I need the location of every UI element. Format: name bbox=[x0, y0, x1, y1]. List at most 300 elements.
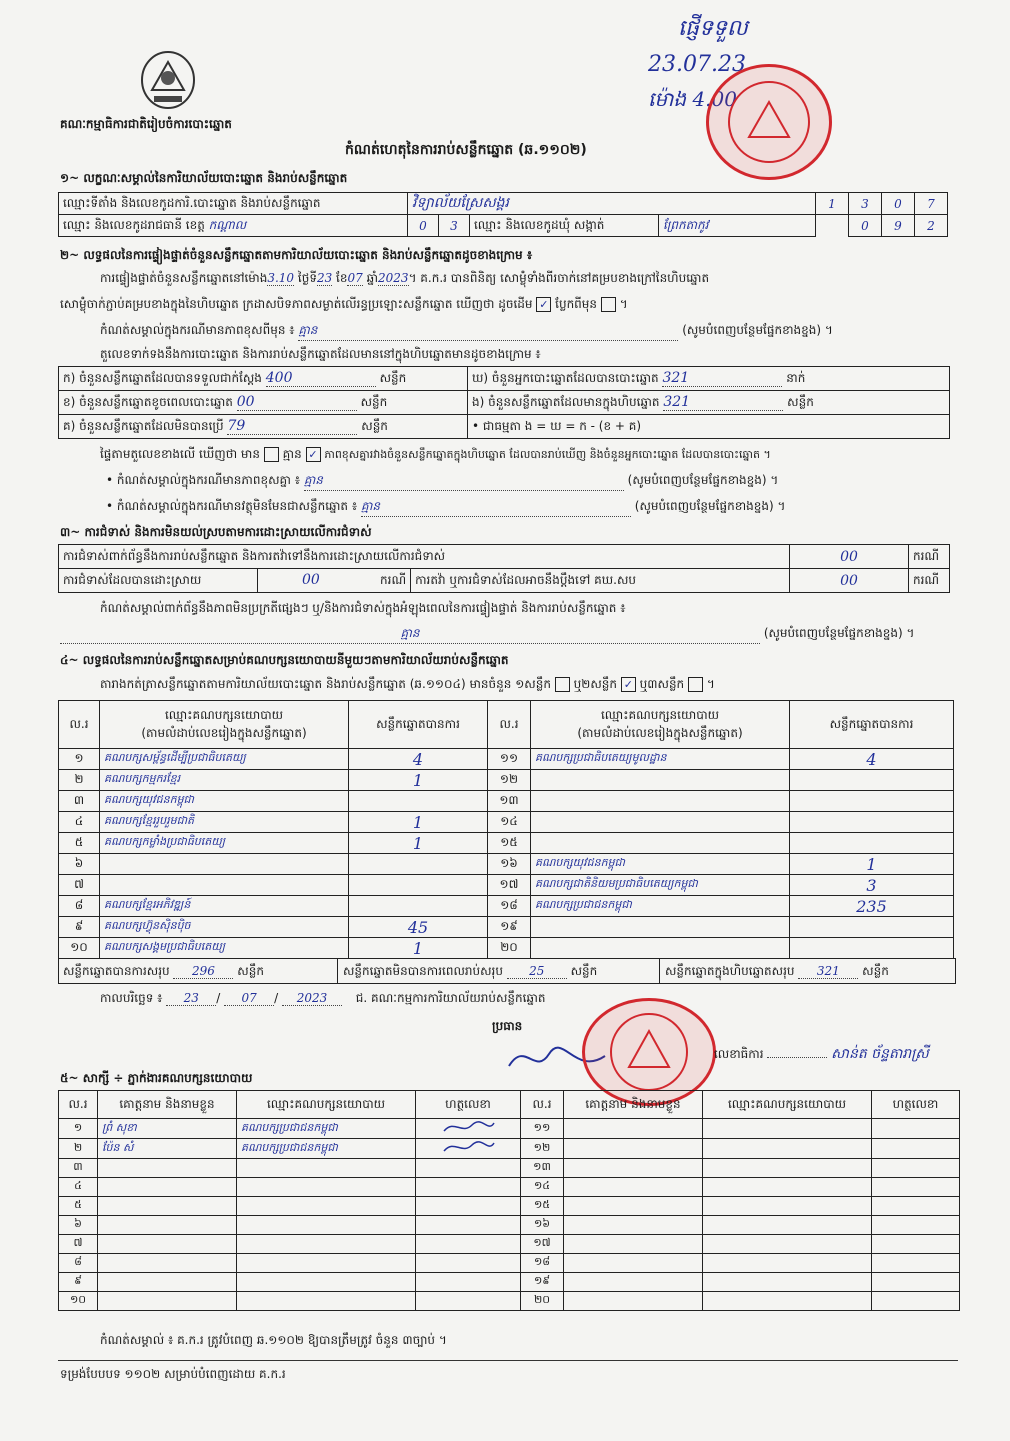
witness-no: ១ bbox=[59, 1119, 98, 1139]
result-no: ៨ bbox=[59, 896, 100, 917]
unused-unit: សន្លឹក bbox=[361, 418, 388, 433]
location-code-1: 1 bbox=[816, 193, 849, 215]
discrepancy-text-a: ផ្ទៃតាមតួលេខខាងលើ ឃើញថា មាន bbox=[100, 447, 260, 461]
sheet-count-line: តារាងកត់ត្រាសន្លឹកឆ្នោតតាមការិយាល័យបោះឆ្នោត និងរាប់សន្លឹកឆ្នោត (ឆ.១១០៤) មានចំនួន ១សន្លឹក ឬ២សន្លឹក ✓ ឬ៣សន្លឹក ។ bbox=[100, 677, 715, 691]
table-row bbox=[59, 875, 954, 896]
result-no: ១ bbox=[59, 749, 100, 770]
voters-value: 321 bbox=[662, 370, 782, 387]
commune-value: ព្រែកតាកូវ bbox=[659, 215, 816, 237]
witness-signature bbox=[416, 1197, 521, 1216]
table-row bbox=[59, 1197, 960, 1216]
witness-signature bbox=[872, 1139, 960, 1159]
witness-party: គណបក្សប្រជាជនកម្ពុជា bbox=[237, 1139, 416, 1159]
witness-party bbox=[237, 1273, 416, 1292]
objection-value: 00 bbox=[790, 545, 909, 569]
unused-label: គ) ចំនួនសន្លឹកឆ្នោតដែលមិនបានប្រើ bbox=[63, 418, 224, 433]
witness-name bbox=[98, 1235, 237, 1254]
result-party bbox=[531, 917, 790, 938]
difference-note-suffix: (សូមបំពេញបន្ថែមផ្នែកខាងខ្នង) ។ bbox=[682, 323, 833, 337]
witness-name bbox=[564, 1119, 703, 1139]
result-votes: 1 bbox=[790, 854, 954, 875]
witness-no: ១៣ bbox=[521, 1159, 564, 1178]
result-party: គណបក្សកម្មករខ្មែរ bbox=[100, 770, 349, 791]
province-value: កណ្ដាល bbox=[208, 217, 247, 232]
resolved-value-cell bbox=[258, 569, 411, 593]
results-header-votes-2: សន្លឹកឆ្នោតបានការ bbox=[790, 701, 954, 749]
secretary-line bbox=[714, 1044, 929, 1065]
witness-name bbox=[564, 1139, 703, 1159]
total-valid-unit: សន្លឹក bbox=[237, 964, 264, 978]
witness-signature bbox=[416, 1178, 521, 1197]
witness-no: ១២ bbox=[521, 1139, 564, 1159]
result-votes bbox=[349, 854, 488, 875]
secretary-name: សាន់ត ច័ន្ទតារាស្រី bbox=[831, 1046, 929, 1062]
witness-signature bbox=[416, 1273, 521, 1292]
result-party bbox=[100, 875, 349, 896]
result-party bbox=[531, 938, 790, 959]
witness-header-name-2: គោត្តនាម និងនាមខ្លួន bbox=[564, 1091, 703, 1119]
witness-name bbox=[98, 1273, 237, 1292]
result-votes bbox=[790, 791, 954, 812]
witness-no: ១៨ bbox=[521, 1254, 564, 1273]
witness-no: ៩ bbox=[59, 1273, 98, 1292]
witness-party bbox=[703, 1159, 872, 1178]
three-sheet-checkbox[interactable] bbox=[688, 677, 703, 692]
bullet1-value: គ្មាន bbox=[304, 472, 624, 491]
spoiled-label: ខ) ចំនួនសន្លឹកឆ្នោតខូចពេលបោះឆ្នោត bbox=[63, 394, 233, 409]
date-year: 2023 bbox=[282, 991, 342, 1006]
witness-name bbox=[564, 1235, 703, 1254]
witness-name bbox=[564, 1254, 703, 1273]
month-label: ខែ bbox=[336, 271, 348, 285]
province-label-text: ឈ្មោះ និងលេខកូដរាជធានី ខេត្ត bbox=[63, 217, 205, 232]
result-party: គណបក្សប្រជាជនកម្ពុជា bbox=[531, 896, 790, 917]
voters-label: ឃ) ចំនួនអ្នកបោះឆ្នោតដែលបានបោះឆ្នោត bbox=[472, 370, 659, 385]
province-label bbox=[59, 215, 408, 237]
spacer bbox=[816, 215, 849, 237]
diff-checkbox[interactable] bbox=[601, 297, 616, 312]
witness-party: គណបក្សប្រជាជនកម្ពុជា bbox=[237, 1119, 416, 1139]
result-votes: 4 bbox=[349, 749, 488, 770]
result-party bbox=[531, 791, 790, 812]
counts-intro: តួលេខទាក់ទងនឹងការបោះឆ្នោត និងការរាប់សន្លឹកឆ្នោតដែលមាននៅក្នុងហិបឆ្នោតមានដូចខាងក្រោម ៖ bbox=[100, 347, 541, 361]
objection-unit: ករណី bbox=[909, 545, 950, 569]
bullet1-line bbox=[106, 472, 950, 491]
result-no: ១០ bbox=[59, 938, 100, 959]
table-row bbox=[59, 917, 954, 938]
page-title: កំណត់ហេតុនៃការរាប់សន្លឹកឆ្នោត (ឆ.១១០២) bbox=[345, 142, 587, 158]
received-date: 23.07.23 bbox=[648, 52, 746, 77]
totals-row bbox=[58, 958, 956, 984]
witness-header-name: គោត្តនាម និងនាមខ្លួន bbox=[98, 1091, 237, 1119]
witness-no: ១៧ bbox=[521, 1235, 564, 1254]
result-no: ១៦ bbox=[488, 854, 531, 875]
result-party bbox=[531, 812, 790, 833]
result-party: គណបក្សហ៊្វុនស៊ិនប៉ិច bbox=[100, 917, 349, 938]
witness-party bbox=[237, 1292, 416, 1311]
witness-note: កំណត់សម្គាល់ ៖ គ.ក.រ ត្រូវបំពេញ ឆ.១១០២ ឱ្យបានត្រឹមត្រូវ ចំនួន ៣ច្បាប់ ។ bbox=[100, 1333, 447, 1347]
result-no: ១២ bbox=[488, 770, 531, 791]
commune-code-1: 0 bbox=[849, 215, 882, 237]
objection-label: ការជំទាស់ពាក់ព័ន្ធនឹងការរាប់សន្លឹកឆ្នោត និងការតវ៉ាទៅនឹងការដោះស្រាយលើការជំទាស់ bbox=[59, 545, 790, 569]
verification-time: 3.10 bbox=[267, 271, 295, 285]
result-party: គណបក្សខ្មែររួបរួមជាតិ bbox=[100, 812, 349, 833]
day-label: ថ្ងៃទី bbox=[297, 271, 317, 285]
total-valid bbox=[63, 963, 264, 981]
witness-name bbox=[98, 1159, 237, 1178]
result-no: ២ bbox=[59, 770, 100, 791]
results-header-party-2 bbox=[531, 701, 790, 749]
appeal-value: 00 bbox=[790, 569, 909, 593]
verification-year: 2023 bbox=[378, 271, 409, 285]
witness-signature bbox=[416, 1216, 521, 1235]
table-row bbox=[59, 791, 954, 812]
footer-divider bbox=[58, 1360, 958, 1361]
resolved-label: ការជំទាស់ដែលបានដោះស្រាយ bbox=[59, 569, 258, 593]
witness-signature bbox=[872, 1273, 960, 1292]
witness-party bbox=[703, 1292, 872, 1311]
table-row bbox=[59, 1159, 960, 1178]
witness-party bbox=[703, 1254, 872, 1273]
date-label: កាលបរិច្ឆេទ ៖ bbox=[100, 991, 163, 1005]
section5-heading: ៥~ សាក្សី ÷ ភ្នាក់ងារគណបក្សនយោបាយ bbox=[60, 1071, 253, 1085]
total-box-value: 321 bbox=[798, 964, 858, 979]
results-header-votes: សន្លឹកឆ្នោតបានការ bbox=[349, 701, 488, 749]
result-no: ១៥ bbox=[488, 833, 531, 854]
witness-name bbox=[564, 1159, 703, 1178]
table-row bbox=[59, 854, 954, 875]
witness-party bbox=[237, 1197, 416, 1216]
witness-table bbox=[58, 1090, 960, 1311]
table-row bbox=[59, 1216, 960, 1235]
received-count-cell bbox=[59, 367, 468, 391]
result-party: គណបក្សយុវជនកម្ពុជា bbox=[531, 854, 790, 875]
province-code-1: 0 bbox=[408, 215, 439, 237]
witness-no: ១៤ bbox=[521, 1178, 564, 1197]
difference-note-label: កំណត់សម្គាល់ក្នុងករណីមានភាពខុសពីមុន ៖ bbox=[100, 323, 295, 337]
total-valid-value: 296 bbox=[173, 964, 233, 979]
result-votes bbox=[790, 812, 954, 833]
table-row bbox=[59, 1235, 960, 1254]
witness-party bbox=[237, 1254, 416, 1273]
verification-month: 07 bbox=[347, 271, 363, 285]
location-code-3: 0 bbox=[882, 193, 915, 215]
box-label: ង) ចំនួនសន្លឹកឆ្នោតដែលមានក្នុងហិបឆ្នោត bbox=[472, 394, 660, 409]
seal-text: សោម៉្លុំចាក់ភ្ជាប់គម្របខាងក្នុងនៃហិបឆ្នោត ក្រដាសបិទភាពសម្ងាត់លើរន្ធប្រឡោះសន្លឹកឆ្នោត ឃើញថា bbox=[60, 297, 495, 311]
result-votes: 1 bbox=[349, 770, 488, 791]
sheet-count-text: តារាងកត់ត្រាសន្លឹកឆ្នោតតាមការិយាល័យបោះឆ្នោត និងរាប់សន្លឹកឆ្នោត (ឆ.១១០៤) មានចំនួន ១សន្លឹក bbox=[100, 677, 551, 691]
commune-code-3: 2 bbox=[915, 215, 948, 237]
voters-count-cell bbox=[468, 367, 950, 391]
irregularity-note-label: កំណត់សម្គាល់ពាក់ព័ន្ធនឹងភាពមិនប្រក្រតីផ្សេងៗ ឬ/និងការជំទាស់ក្នុងអំឡុងពេលនៃការផ្ទៀងផ្ទាត់ និងការរាប់សន្លឹកឆ្នោត ៖ bbox=[100, 601, 626, 615]
witness-party bbox=[237, 1178, 416, 1197]
witness-party bbox=[703, 1119, 872, 1139]
witness-name bbox=[98, 1178, 237, 1197]
two-sheet-checkbox[interactable]: ✓ bbox=[621, 677, 636, 692]
date-month: 07 bbox=[224, 991, 274, 1006]
result-votes bbox=[790, 938, 954, 959]
difference-note-value: គ្មាន bbox=[298, 322, 678, 341]
divider bbox=[337, 959, 338, 983]
table-row bbox=[59, 770, 954, 791]
irregularity-note-line bbox=[60, 625, 950, 644]
result-party: គណបក្សកម្លាំងប្រជាធិបតេយ្យ bbox=[100, 833, 349, 854]
witness-no: ៥ bbox=[59, 1197, 98, 1216]
unused-value: 79 bbox=[227, 418, 357, 435]
bullet2-line bbox=[106, 498, 950, 517]
result-no: ៤ bbox=[59, 812, 100, 833]
received-note: ផ្ញើទទួល bbox=[678, 16, 748, 41]
total-invalid bbox=[343, 963, 597, 981]
section4-heading: ៤~ លទ្ធផលនៃការរាប់សន្លឹកឆ្នោតសម្រាប់គណបក្សនយោបាយនីមួយៗតាមការិយាល័យរាប់សន្លឹកឆ្នោត bbox=[60, 653, 509, 667]
witness-header-no: ល.រ bbox=[59, 1091, 98, 1119]
resolved-unit: ករណី bbox=[380, 572, 407, 587]
date-line: កាលបរិច្ឆេទ ៖ 23 / 07 / 2023 ជ. គណៈកម្មការការិយាល័យរាប់សន្លឹកឆ្នោត bbox=[100, 991, 546, 1005]
result-party bbox=[531, 833, 790, 854]
diff-label: ប្លែកពីមុន bbox=[555, 297, 598, 311]
total-invalid-label: សន្លឹកឆ្នោតមិនបានការពេលរាប់សរុប bbox=[343, 964, 503, 978]
result-votes: 1 bbox=[349, 938, 488, 959]
witness-name bbox=[564, 1292, 703, 1311]
witness-name bbox=[98, 1292, 237, 1311]
total-box-unit: សន្លឹក bbox=[862, 964, 889, 978]
verification-line bbox=[100, 270, 950, 288]
witness-no: ១៩ bbox=[521, 1273, 564, 1292]
witness-signature bbox=[872, 1254, 960, 1273]
no-discrepancy-checkbox[interactable]: ✓ bbox=[306, 447, 321, 462]
received-time: ម៉ោង 4.00 bbox=[648, 87, 737, 111]
witness-header-party-2: ឈ្មោះគណបក្សនយោបាយ bbox=[703, 1091, 872, 1119]
chair-label: ប្រធាន bbox=[492, 1019, 523, 1033]
witness-signature bbox=[416, 1159, 521, 1178]
two-sheet-label: ឬ២សន្លឹក bbox=[573, 677, 617, 691]
result-no: ៥ bbox=[59, 833, 100, 854]
witness-no: ៤ bbox=[59, 1178, 98, 1197]
witness-signature bbox=[872, 1235, 960, 1254]
witness-name bbox=[564, 1197, 703, 1216]
bullet2-label: • កំណត់សម្គាល់ក្នុងករណីមានវត្ថុមិនមែនជាសន្លឹកឆ្នោត ៖ bbox=[106, 499, 358, 513]
location-table bbox=[58, 192, 948, 237]
table-row bbox=[59, 1139, 960, 1159]
witness-name bbox=[564, 1216, 703, 1235]
result-votes bbox=[349, 896, 488, 917]
witness-no: ១៥ bbox=[521, 1197, 564, 1216]
witness-signature bbox=[416, 1254, 521, 1273]
result-votes: 235 bbox=[790, 896, 954, 917]
office-label: ជ. គណៈកម្មការការិយាល័យរាប់សន្លឹកឆ្នោត bbox=[355, 991, 546, 1005]
result-votes: 1 bbox=[349, 812, 488, 833]
witness-signature bbox=[872, 1216, 960, 1235]
witness-no: ៧ bbox=[59, 1235, 98, 1254]
spoiled-count-cell bbox=[59, 391, 468, 415]
secretary-signature bbox=[767, 1057, 827, 1058]
one-sheet-checkbox[interactable] bbox=[555, 677, 570, 692]
result-no: ៧ bbox=[59, 875, 100, 896]
verification-text: ការផ្ទៀងផ្ទាត់ចំនួនសន្លឹកឆ្នោតនៅម៉ោង bbox=[100, 271, 268, 285]
bullet2-suffix: (សូមបំពេញបន្ថែមផ្នែកខាងខ្នង) ។ bbox=[634, 499, 786, 513]
formula-cell: • ជាធម្មតា ង = ឃ = ក - (ខ + គ) bbox=[468, 415, 950, 439]
official-stamp-top bbox=[706, 64, 832, 180]
location-value: វិទ្យាល័យស្រែសង្គរ bbox=[408, 193, 816, 215]
province-code-2: 3 bbox=[439, 215, 470, 237]
location-label: ឈ្មោះទីតាំង និងលេខកូដការិ.បោះឆ្នោត និងរាប់សន្លឹកឆ្នោត bbox=[59, 193, 408, 215]
irregularity-note-value: គ្មាន bbox=[60, 625, 760, 644]
table-row bbox=[59, 896, 954, 917]
witness-header-sign-2: ហត្ថលេខា bbox=[872, 1091, 960, 1119]
witness-signature bbox=[872, 1292, 960, 1311]
table-row bbox=[59, 1273, 960, 1292]
witness-signature-mark bbox=[438, 1119, 498, 1135]
discrepancy-line bbox=[100, 446, 950, 464]
table-row bbox=[59, 749, 954, 770]
result-votes bbox=[349, 791, 488, 812]
table-row bbox=[59, 812, 954, 833]
witness-signature bbox=[416, 1235, 521, 1254]
result-no: ១៤ bbox=[488, 812, 531, 833]
results-header-no: ល.រ bbox=[59, 701, 100, 749]
irregularity-note-suffix: (សូមបំពេញបន្ថែមផ្នែកខាងខ្នង) ។ bbox=[763, 626, 915, 640]
section2-heading: ២~ លទ្ធផលនៃការផ្ទៀងផ្ទាត់ចំនួនសន្លឹកឆ្នោតតាមការិយាល័យបោះឆ្នោត និងរាប់សន្លឹកឆ្នោតដូចខាងក្រោម ៖ bbox=[60, 248, 533, 262]
witness-name bbox=[98, 1254, 237, 1273]
witness-signature bbox=[872, 1178, 960, 1197]
witness-name bbox=[98, 1197, 237, 1216]
result-votes: 1 bbox=[349, 833, 488, 854]
witness-party bbox=[237, 1235, 416, 1254]
same-checkbox[interactable]: ✓ bbox=[536, 297, 551, 312]
divider bbox=[659, 959, 660, 983]
box-value: 321 bbox=[663, 394, 783, 411]
table-row bbox=[59, 833, 954, 854]
results-header-party-sub-2: (តាមលំដាប់លេខរៀងក្នុងសន្លឹកឆ្នោត) bbox=[577, 725, 743, 740]
bullet1-label: • កំណត់សម្គាល់ក្នុងករណីមានភាពខុសគ្នា ៖ bbox=[106, 473, 301, 487]
table-row bbox=[59, 1254, 960, 1273]
result-no: ៦ bbox=[59, 854, 100, 875]
witness-no: ៦ bbox=[59, 1216, 98, 1235]
three-sheet-label: ឬ៣សន្លឹក bbox=[639, 677, 685, 691]
difference-note-line bbox=[100, 322, 950, 341]
secretary-label: លេខាធិការ bbox=[714, 1047, 764, 1061]
received-unit: សន្លឹក bbox=[379, 370, 407, 385]
result-party: គណបក្សសម្ព័ន្ធដើម្បីប្រជាធិបតេយ្យ bbox=[100, 749, 349, 770]
verification-day: 23 bbox=[316, 271, 333, 285]
witness-header-sign: ហត្ថលេខា bbox=[416, 1091, 521, 1119]
section1-heading: ១~ លក្ខណៈសម្គាល់នៃការិយាល័យបោះឆ្នោត និងរាប់សន្លឹកឆ្នោត bbox=[60, 171, 348, 185]
witness-no: ២០ bbox=[521, 1292, 564, 1311]
result-votes: 3 bbox=[790, 875, 954, 896]
result-no: ១៧ bbox=[488, 875, 531, 896]
witness-no: ១០ bbox=[59, 1292, 98, 1311]
seal-line: សោម៉្លុំចាក់ភ្ជាប់គម្របខាងក្នុងនៃហិបឆ្នោត ក្រដាសបិទភាពសម្ងាត់លើរន្ធប្រឡោះសន្លឹកឆ្នោត ឃើញថា ដូចដើម ✓ ប្លែកពីមុន ។ bbox=[60, 297, 628, 311]
result-party: គណបក្សជាតិនិយមប្រជាធិបតេយ្យកម្ពុជា bbox=[531, 875, 790, 896]
discrepancy-text-c: ភាពខុសគ្នារវាងចំនួនសន្លឹកឆ្នោតក្នុងហិបឆ្នោត ដែលបានរាប់ឃើញ និងចំនួនអ្នកបោះឆ្នោត ដែលបានបោះឆ្នោត ។ bbox=[324, 448, 771, 461]
table-row bbox=[59, 1292, 960, 1311]
discrepancy-text-b: គ្មាន bbox=[282, 447, 302, 461]
commune-code-2: 9 bbox=[882, 215, 915, 237]
witness-no: ១៦ bbox=[521, 1216, 564, 1235]
witness-name: ប៉ែន សំ bbox=[98, 1139, 237, 1159]
date-day: 23 bbox=[166, 991, 216, 1006]
table-row bbox=[59, 938, 954, 959]
witness-name bbox=[98, 1216, 237, 1235]
results-header-party-sub: (តាមលំដាប់លេខរៀងក្នុងសន្លឹកឆ្នោត) bbox=[141, 725, 307, 740]
location-code-4: 7 bbox=[915, 193, 948, 215]
received-label: ក) ចំនួនសន្លឹកឆ្នោតដែលបានទទួលជាក់ស្ដែង bbox=[63, 370, 262, 385]
unused-count-cell bbox=[59, 415, 468, 439]
witness-party bbox=[703, 1139, 872, 1159]
result-party bbox=[531, 770, 790, 791]
bullet1-suffix: (សូមបំពេញបន្ថែមផ្នែកខាងខ្នង) ។ bbox=[627, 473, 779, 487]
result-votes bbox=[790, 770, 954, 791]
witness-signature bbox=[416, 1119, 521, 1139]
results-table bbox=[58, 700, 954, 959]
table-row bbox=[59, 1178, 960, 1197]
spoiled-value: 00 bbox=[237, 394, 357, 411]
resolved-value: 00 bbox=[302, 571, 320, 588]
result-no: ៩ bbox=[59, 917, 100, 938]
commune-label: ឈ្មោះ និងលេខកូដឃុំ សង្កាត់ bbox=[470, 215, 659, 237]
results-header-party-title: ឈ្មោះគណបក្សនយោបាយ bbox=[164, 707, 284, 722]
bullet2-value: គ្មាន bbox=[361, 498, 631, 517]
witness-signature bbox=[872, 1119, 960, 1139]
witness-signature-mark bbox=[438, 1139, 498, 1155]
result-votes bbox=[349, 875, 488, 896]
result-party: គណបក្សប្រជាធិបតេយ្យមូលដ្ឋាន bbox=[531, 749, 790, 770]
table-row bbox=[59, 1119, 960, 1139]
result-votes bbox=[790, 833, 954, 854]
results-header-party bbox=[100, 701, 349, 749]
result-no: ១៩ bbox=[488, 917, 531, 938]
total-box-label: សន្លឹកឆ្នោតក្នុងហិបឆ្នោតសរុប bbox=[665, 964, 795, 978]
total-invalid-unit: សន្លឹក bbox=[570, 964, 598, 978]
received-value: 400 bbox=[266, 370, 376, 387]
has-discrepancy-checkbox[interactable] bbox=[264, 447, 279, 462]
witness-no: ៣ bbox=[59, 1159, 98, 1178]
result-votes: 45 bbox=[349, 917, 488, 938]
spoiled-unit: សន្លឹក bbox=[360, 394, 388, 409]
same-label: ដូចដើម bbox=[498, 297, 533, 311]
commission-name: គណៈកម្មាធិការជាតិរៀបចំការបោះឆ្នោត bbox=[60, 117, 232, 131]
witness-header-party: ឈ្មោះគណបក្សនយោបាយ bbox=[237, 1091, 416, 1119]
witness-party bbox=[703, 1273, 872, 1292]
ballot-count-table bbox=[58, 366, 950, 439]
witness-signature bbox=[416, 1292, 521, 1311]
witness-name bbox=[564, 1178, 703, 1197]
location-code-2: 3 bbox=[849, 193, 882, 215]
witness-party bbox=[703, 1178, 872, 1197]
total-invalid-value: 25 bbox=[507, 964, 567, 979]
results-header-party-title-2: ឈ្មោះគណបក្សនយោបាយ bbox=[600, 707, 720, 722]
result-no: ១៣ bbox=[488, 791, 531, 812]
result-no: ១៨ bbox=[488, 896, 531, 917]
voters-unit: នាក់ bbox=[786, 370, 806, 385]
result-party: គណបក្សខ្មែរអភិវឌ្ឍន៍ bbox=[100, 896, 349, 917]
witness-party bbox=[703, 1235, 872, 1254]
result-votes: 4 bbox=[790, 749, 954, 770]
result-party bbox=[100, 854, 349, 875]
appeal-label: ការតវ៉ា ឬការជំទាស់ដែលអាចនឹងប្ដឹងទៅ គឃ.សប bbox=[411, 569, 790, 593]
result-no: ៣ bbox=[59, 791, 100, 812]
witness-name bbox=[564, 1273, 703, 1292]
total-box bbox=[665, 963, 889, 981]
witness-name: ព្រំ សុខា bbox=[98, 1119, 237, 1139]
result-no: ២០ bbox=[488, 938, 531, 959]
witness-no: ៨ bbox=[59, 1254, 98, 1273]
witness-party bbox=[703, 1197, 872, 1216]
witness-signature bbox=[872, 1159, 960, 1178]
section3-heading: ៣~ ការជំទាស់ និងការមិនយល់ស្របតាមការដោះស្រាយលើការជំទាស់ bbox=[60, 525, 372, 539]
result-party: គណបក្សសង្គមប្រជាធិបតេយ្យ bbox=[100, 938, 349, 959]
witness-party bbox=[703, 1216, 872, 1235]
